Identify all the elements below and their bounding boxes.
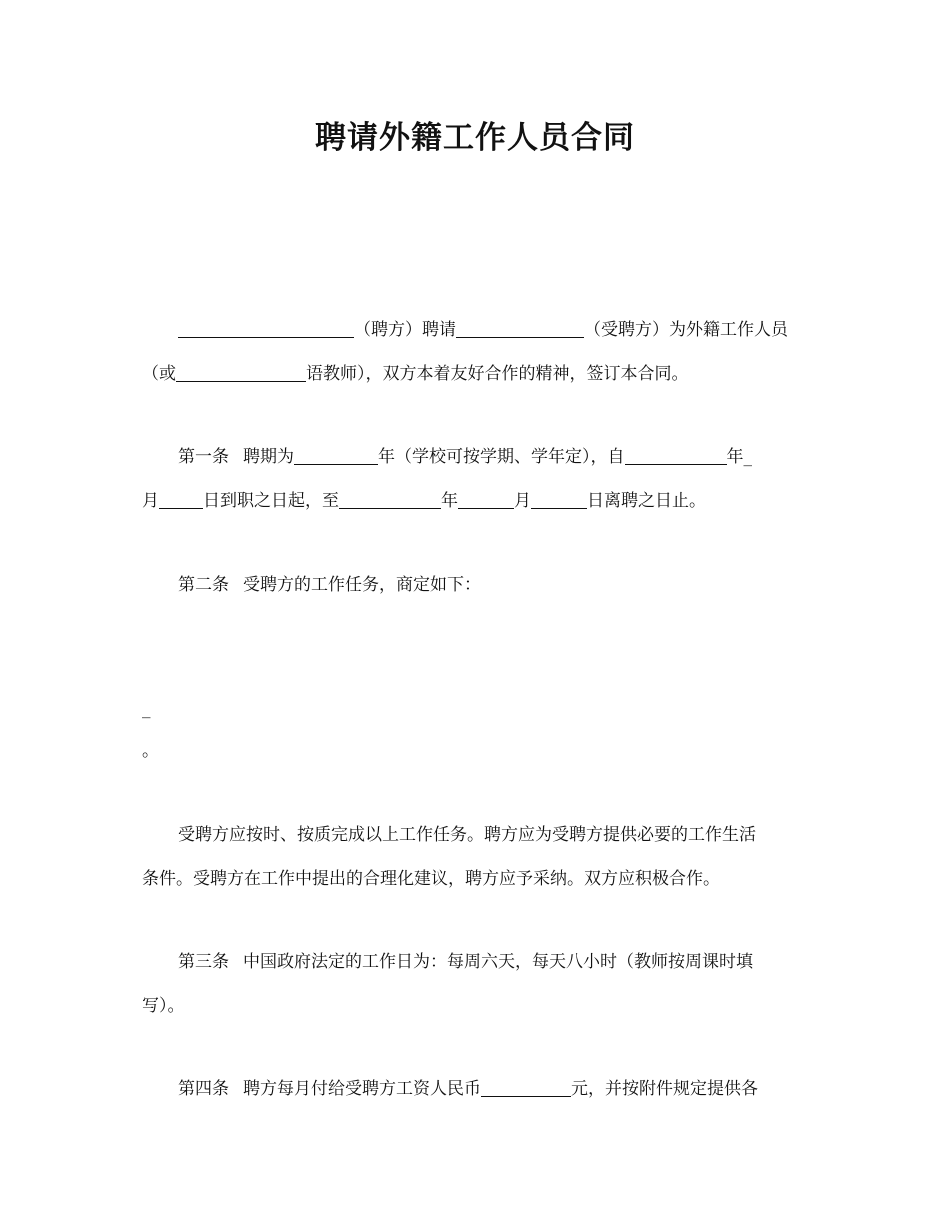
language-blank[interactable] [176,363,306,382]
article-1-line-1: 第一条 聘期为 年（学校可按学期、学年定），自 年_ [178,447,752,467]
end-day-blank[interactable] [531,490,587,509]
article-2-blank-mark[interactable]: _ [142,699,151,719]
article-4-label: 第四条 [178,1079,229,1099]
article-2-para-line-1: 受聘方应按时、按质完成以上工作任务。聘方应为受聘方提供必要的工作生活 [178,825,756,845]
article-3-label: 第三条 [178,952,229,972]
article-2-line-1: 第二条 受聘方的工作任务，商定如下： [178,575,481,595]
employee-blank[interactable] [456,319,584,338]
article-3-line-1: 第三条 中国政府法定的工作日为：每周六天，每天八小时（教师按周课时填 [178,952,753,972]
employer-blank[interactable] [178,319,354,338]
article-1-line-2: 月 日到职之日起，至 年 月 日离聘之日止。 [142,491,706,511]
salary-blank[interactable] [481,1078,571,1097]
article-2-para-line-2: 条件。受聘方在工作中提出的合理化建议，聘方应予采纳。双方应积极合作。 [142,869,720,889]
document-title: 聘请外籍工作人员合同 [315,120,635,156]
intro-line-1: （聘方）聘请 （受聘方）为外籍工作人员 [142,317,812,343]
article-4-line-1: 第四条 聘方每月付给受聘方工资人民币 元，并按附件规定提供各 [178,1079,758,1099]
article-2-period: 。 [142,741,159,761]
term-years-blank[interactable] [294,446,378,465]
article-2-label: 第二条 [178,575,229,595]
intro-line-2: （或 语教师），双方本着友好合作的精神，签订本合同。 [142,364,689,384]
start-year-blank[interactable] [625,446,727,465]
article-1-label: 第一条 [178,447,229,467]
article-3-line-2: 写）。 [142,996,185,1016]
start-month-blank[interactable] [159,490,203,509]
end-year-blank[interactable] [339,490,441,509]
end-month-blank[interactable] [458,490,514,509]
